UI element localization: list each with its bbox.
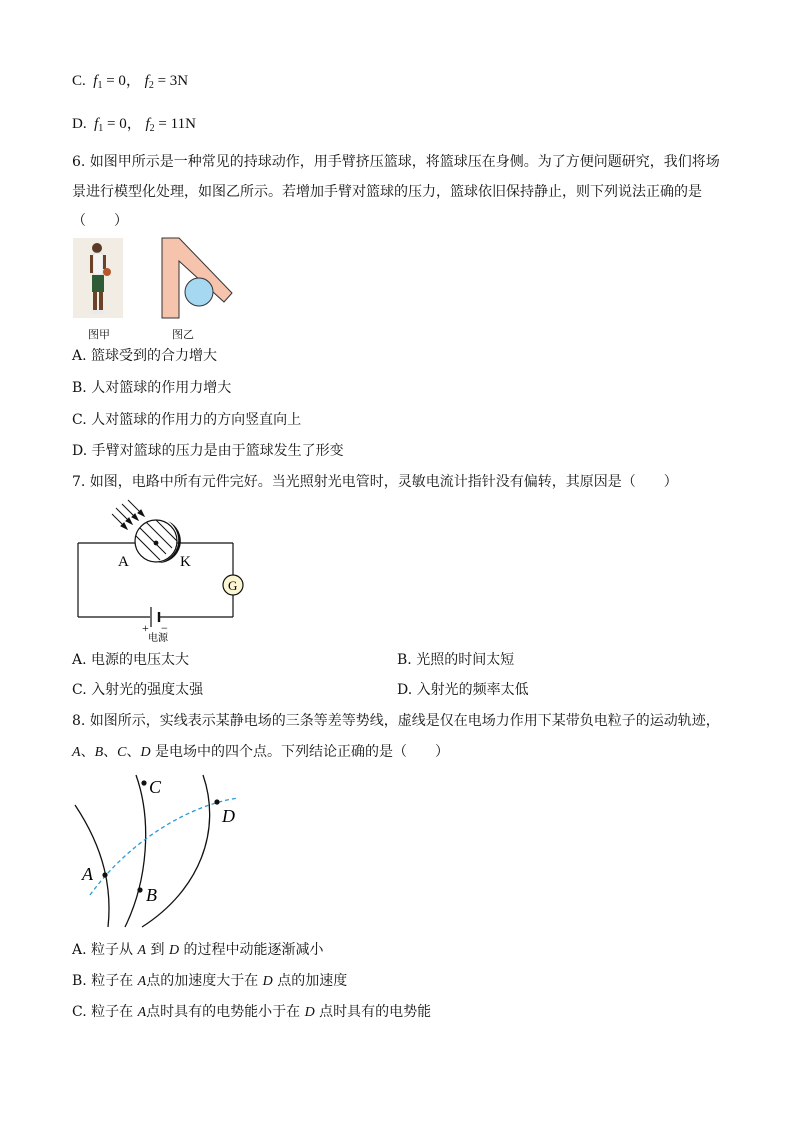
point-b-label: B (146, 885, 157, 905)
player-shoe-left (91, 310, 98, 314)
point-a-label: A (82, 864, 93, 884)
q8-stem-line1: 8. 如图所示，实线表示某静电场的三条等差等势线，虚线是仅在电场力作用下某带负电粒子的运动轨迹， (72, 713, 720, 729)
point-d-label: D (222, 806, 235, 826)
equipotential-lines (75, 775, 210, 927)
player-shoe-right (98, 310, 105, 314)
q6-option-a: A. 篮球受到的合力增大 (72, 348, 218, 364)
label-cathode: K (180, 554, 191, 570)
point-a-dot (102, 872, 107, 877)
label-galvanometer: G (228, 578, 238, 593)
q6-stem-line3: （ ） (72, 213, 128, 229)
q6-option-d: D. 手臂对篮球的压力是由于篮球发生了形变 (72, 443, 344, 459)
q8-field-figure (70, 770, 245, 930)
point-b-dot (137, 887, 142, 892)
figure-a-photo (73, 238, 123, 318)
q6-stem-line1: 6. 如图甲所示是一种常见的持球动作，用手臂挤压篮球，将篮球压在身侧。为了方便问题研究，我们将场 (72, 154, 720, 170)
q7-circuit-figure (72, 500, 252, 645)
q5-option-c: C. $f_1 = 0$， $f_2 = 3N$ (72, 73, 189, 91)
basketball-icon (103, 268, 111, 276)
anode-a-dot (154, 541, 159, 546)
q6-option-b: B. 人对篮球的作用力增大 (72, 380, 232, 396)
option-letter: D. (72, 116, 87, 132)
q5-option-d: D. $f_1 = 0$， $f_2 = 11N$ (72, 116, 196, 134)
label-power-source: 电源 (148, 633, 168, 644)
q8-option-b: B. 粒子在 A点的加速度大于在 D 点的加速度 (72, 973, 348, 989)
q6-stem-line2: 景进行模型化处理，如图乙所示。若增加手臂对篮球的压力，篮球依旧保持静止，则下列说法正确的是 (72, 184, 702, 200)
label-plus: + (142, 621, 149, 635)
particle-trajectory (90, 798, 238, 895)
player-head (92, 243, 102, 253)
q7-option-c: C. 入射光的强度太强 (72, 682, 204, 698)
q8-option-a: A. 粒子从 A 到 D 的过程中动能逐渐减小 (72, 942, 324, 958)
player-shirt (93, 253, 103, 275)
player-leg-left (93, 292, 97, 310)
light-rays (112, 500, 144, 529)
ball-circle (185, 278, 213, 306)
label-anode: A (118, 554, 129, 570)
q7-option-b: B. 光照的时间太短 (397, 652, 515, 668)
q8-option-c: C. 粒子在 A点时具有的电势能小于在 D 点时具有的电势能 (72, 1004, 432, 1020)
player-arm-right (103, 255, 106, 269)
q7-stem: 7. 如图，电路中所有元件完好。当光照射光电管时，灵敏电流计指针没有偏转，其原因是（ ） (72, 474, 678, 490)
q7-option-a: A. 电源的电压太大 (72, 652, 190, 668)
point-c-label: C (149, 777, 162, 797)
figure-b-model (160, 238, 240, 318)
player-arm-left (90, 255, 93, 273)
label-minus: − (161, 621, 168, 635)
point-c-dot (141, 780, 146, 785)
equipotential-line-2 (125, 775, 146, 927)
point-d-dot (214, 799, 219, 804)
q6-option-c: C. 人对篮球的作用力的方向竖直向上 (72, 412, 302, 428)
q7-option-d: D. 入射光的频率太低 (397, 682, 529, 698)
figure-b-caption: 图乙 (172, 328, 194, 341)
figure-a-caption: 图甲 (88, 328, 110, 341)
option-letter: C. (72, 73, 86, 89)
q8-stem-line2: A、B、C、D 是电场中的四个点。下列结论正确的是（ ） (72, 744, 450, 760)
player-shorts (92, 275, 104, 292)
player-leg-right (99, 292, 103, 310)
